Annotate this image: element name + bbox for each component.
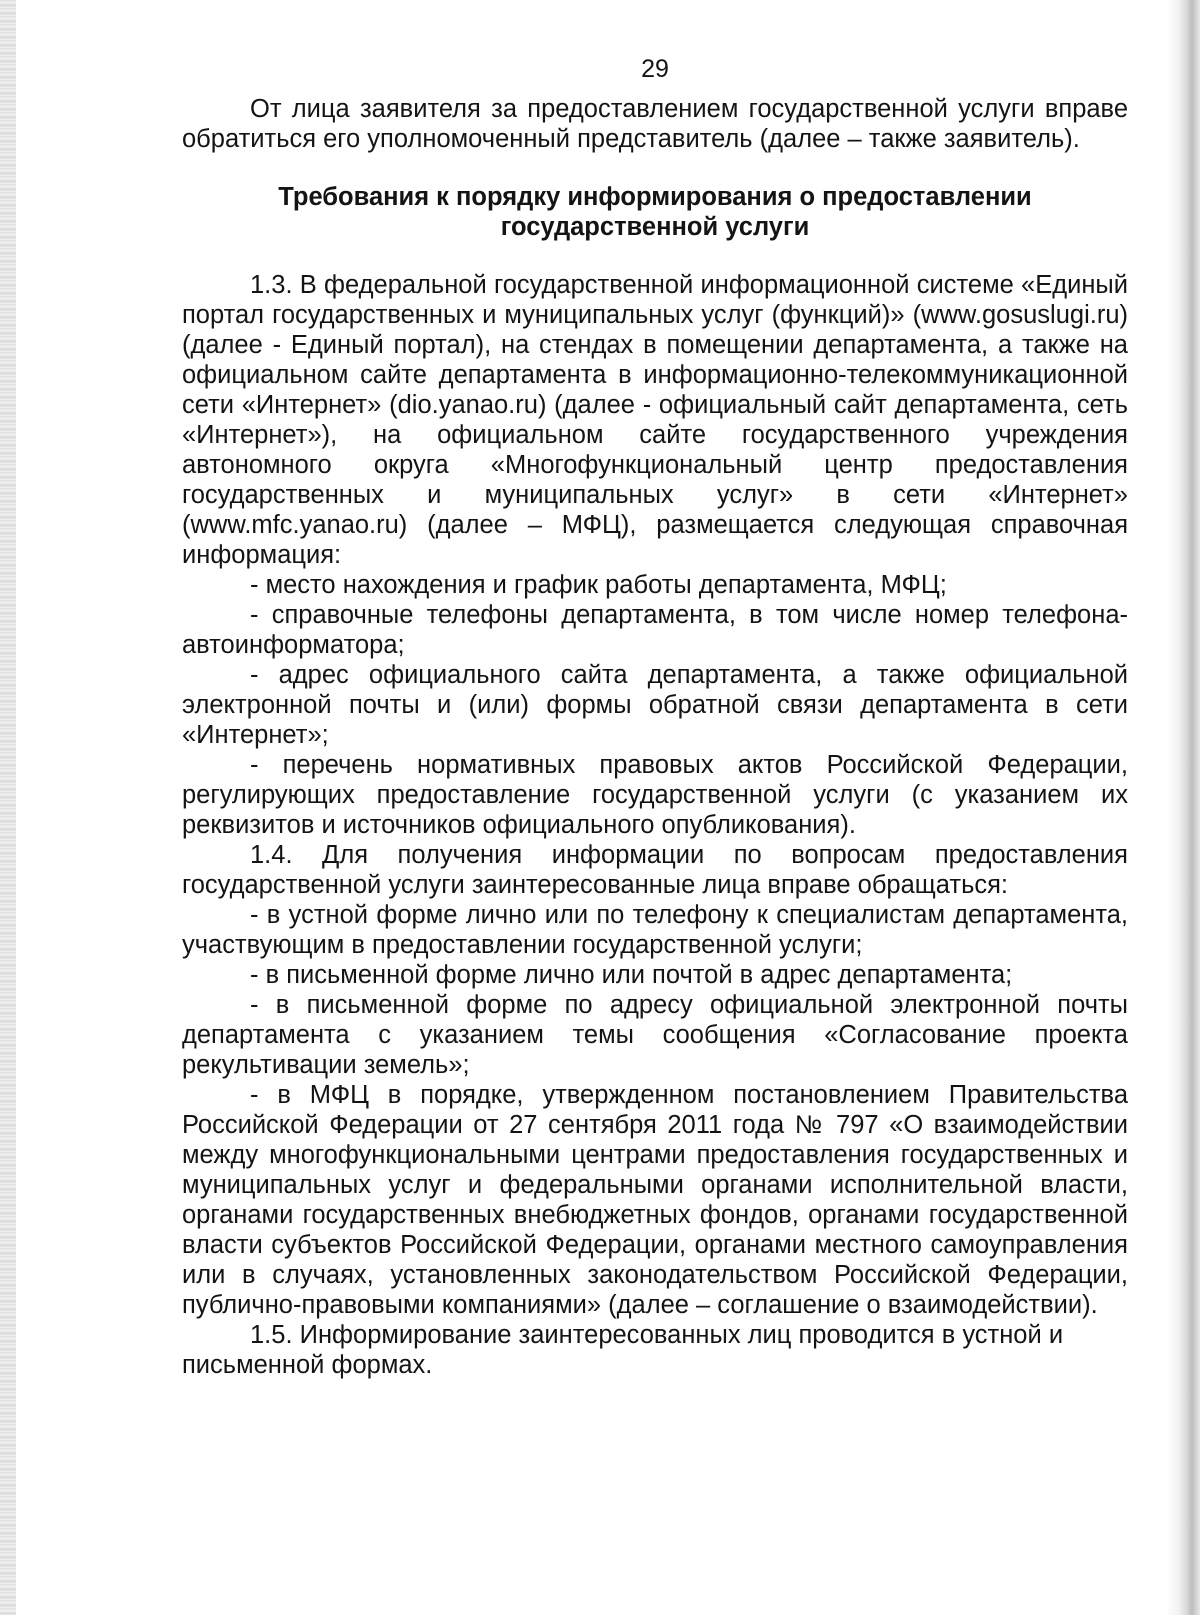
list-item-legal-acts: - перечень нормативных правовых актов Российской Федерации, регулирующих предоставление государственной услуги (с указанием их реквизитов и источников официального опубликования). bbox=[182, 751, 1128, 839]
list-item-oral: - в устной форме лично или по телефону к специалистам департамента, участвующим в предоставлении государственной услуги; bbox=[182, 901, 1128, 959]
list-item-location: - место нахождения и график работы департамента, МФЦ; bbox=[250, 571, 947, 599]
list-item-site: - адрес официального сайта департамента, а также официальной электронной почты и (или) формы обратной связи департамента в сети «Интернет»; bbox=[182, 661, 1128, 749]
paragraph-1-4: 1.4. Для получения информации по вопросам предоставления государственной услуги заинтересованные лица вправе обращаться: bbox=[182, 841, 1128, 899]
page-number: 29 bbox=[641, 55, 669, 83]
scan-left-edge bbox=[0, 0, 16, 1615]
scan-right-edge bbox=[1166, 0, 1200, 1615]
list-item-mfc: - в МФЦ в порядке, утвержденном постановлением Правительства Российской Федерации от 27 сентября 2011 года № 797 «О взаимодействии между многофункциональными центрами предоставления государственных и муниципальных услуг и федеральными органами исполнительной власти, органами государственных внебюджетных фондов, органами государственной власти субъектов Российской Федерации, органами местного самоуправления или в случаях, установленных законодательством Российской Федерации, публично-правовыми компаниями» (далее – соглашение о взаимодействии). bbox=[182, 1081, 1128, 1319]
paragraph-1-3: 1.3. В федеральной государственной информационной системе «Единый портал государственных и муниципальных услуг (функций)» (www.gosuslugi.ru) (далее - Единый портал), на стендах в помещении департамента, а также на официальном сайте департамента в информационно-телекоммуникационной сети «Интернет» (dio.yanao.ru) (далее - официальный сайт департамента, сеть «Интернет»), на официальном сайте государственного учреждения автономного округа «Многофункциональный центр предоставления государственных и муниципальных услуг» в сети «Интернет» (www.mfc.yanao.ru) (далее – МФЦ), размещается следующая справочная информация: bbox=[182, 271, 1128, 569]
intro-paragraph: От лица заявителя за предоставлением государственной услуги вправе обратиться его уполномоченный представитель (далее – также заявитель). bbox=[182, 95, 1128, 153]
paragraph-1-5: 1.5. Информирование заинтересованных лиц проводится в устной и письменной формах. bbox=[182, 1321, 1064, 1379]
document-page bbox=[182, 50, 1128, 1380]
section-heading: Требования к порядку информирования о предоставлении государственной услуги bbox=[278, 183, 1032, 241]
list-item-written-email: - в письменной форме по адресу официальной электронной почты департамента с указанием темы сообщения «Согласование проекта рекультивации земель»; bbox=[182, 991, 1128, 1079]
list-item-written-post: - в письменной форме лично или почтой в адрес департамента; bbox=[250, 961, 1013, 989]
list-item-phones: - справочные телефоны департамента, в том числе номер телефона-автоинформатора; bbox=[182, 601, 1128, 659]
